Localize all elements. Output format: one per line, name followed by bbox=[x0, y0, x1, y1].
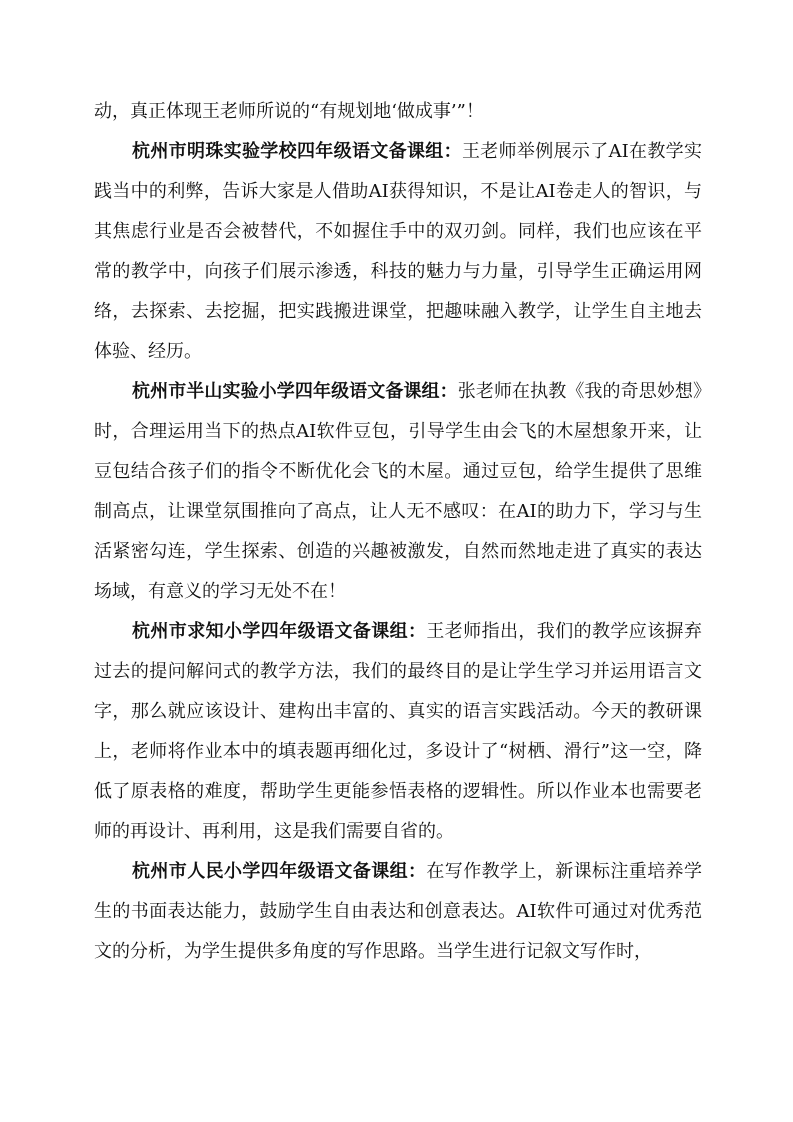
paragraph-renmin bbox=[94, 852, 702, 972]
document-body bbox=[94, 92, 702, 972]
paragraph-text: 在写作教学上，新课标注重培养学生的书面表达能力，鼓励学生自由表达和创意表达。AI软件可通过对优秀范文的分析，为学生提供多角度的写作思路。当学生进行记叙文写作时， bbox=[94, 861, 703, 962]
paragraph-text: 王老师举例展示了AI在教学实践当中的利弊，告诉大家是人借助AI获得知识，不是让AI卷走人的智识，与其焦虑行业是否会被替代，不如握住手中的双刃剑。同样，我们也应该在平常的教学中，向孩子们展示渗透，科技的魅力与力量，引导学生正确运用网络，去探索、去挖掘，把实践搬进课堂，把趣味融入教学，让学生自主地去体验、经历。 bbox=[94, 141, 703, 362]
paragraph-text: 王老师指出，我们的教学应该摒弃过去的提问解问式的教学方法，我们的最终目的是让学生学习并运用语言文字，那么就应该设计、建构出丰富的、真实的语言实践活动。今天的教研课上，老师将作业本中的填表题再细化过，多设计了“树栖、滑行”这一空，降低了原表格的难度，帮助学生更能参悟表格的逻辑性。所以作业本也需要老师的再设计、再利用，这是我们需要自省的。 bbox=[94, 621, 703, 842]
paragraph-continuation bbox=[94, 92, 702, 132]
paragraph-banshan bbox=[94, 372, 702, 612]
paragraph-heading: 杭州市半山实验小学四年级语文备课组： bbox=[132, 381, 458, 402]
paragraph-heading: 杭州市明珠实验学校四年级语文备课组： bbox=[132, 141, 462, 162]
paragraph-text: 张老师在执教《我的奇思妙想》时，合理运用当下的热点AI软件豆包，引导学生由会飞的木屋想象开来，让豆包结合孩子们的指令不断优化会飞的木屋。通过豆包，给学生提供了思维制高点，让课堂氛围推向了高点，让人无不感叹：在AI的助力下，学习与生活紧密勾连，学生探索、创造的兴趣被激发，自然而然地走进了真实的表达场域，有意义的学习无处不在！ bbox=[94, 381, 703, 602]
paragraph-mingzhu bbox=[94, 132, 702, 372]
paragraph-heading: 杭州市人民小学四年级语文备课组： bbox=[132, 861, 427, 882]
paragraph-heading: 杭州市求知小学四年级语文备课组： bbox=[132, 621, 427, 642]
paragraph-text: 动，真正体现王老师所说的“有规划地‘做成事’”！ bbox=[94, 101, 484, 122]
paragraph-qiuzhi bbox=[94, 612, 702, 852]
